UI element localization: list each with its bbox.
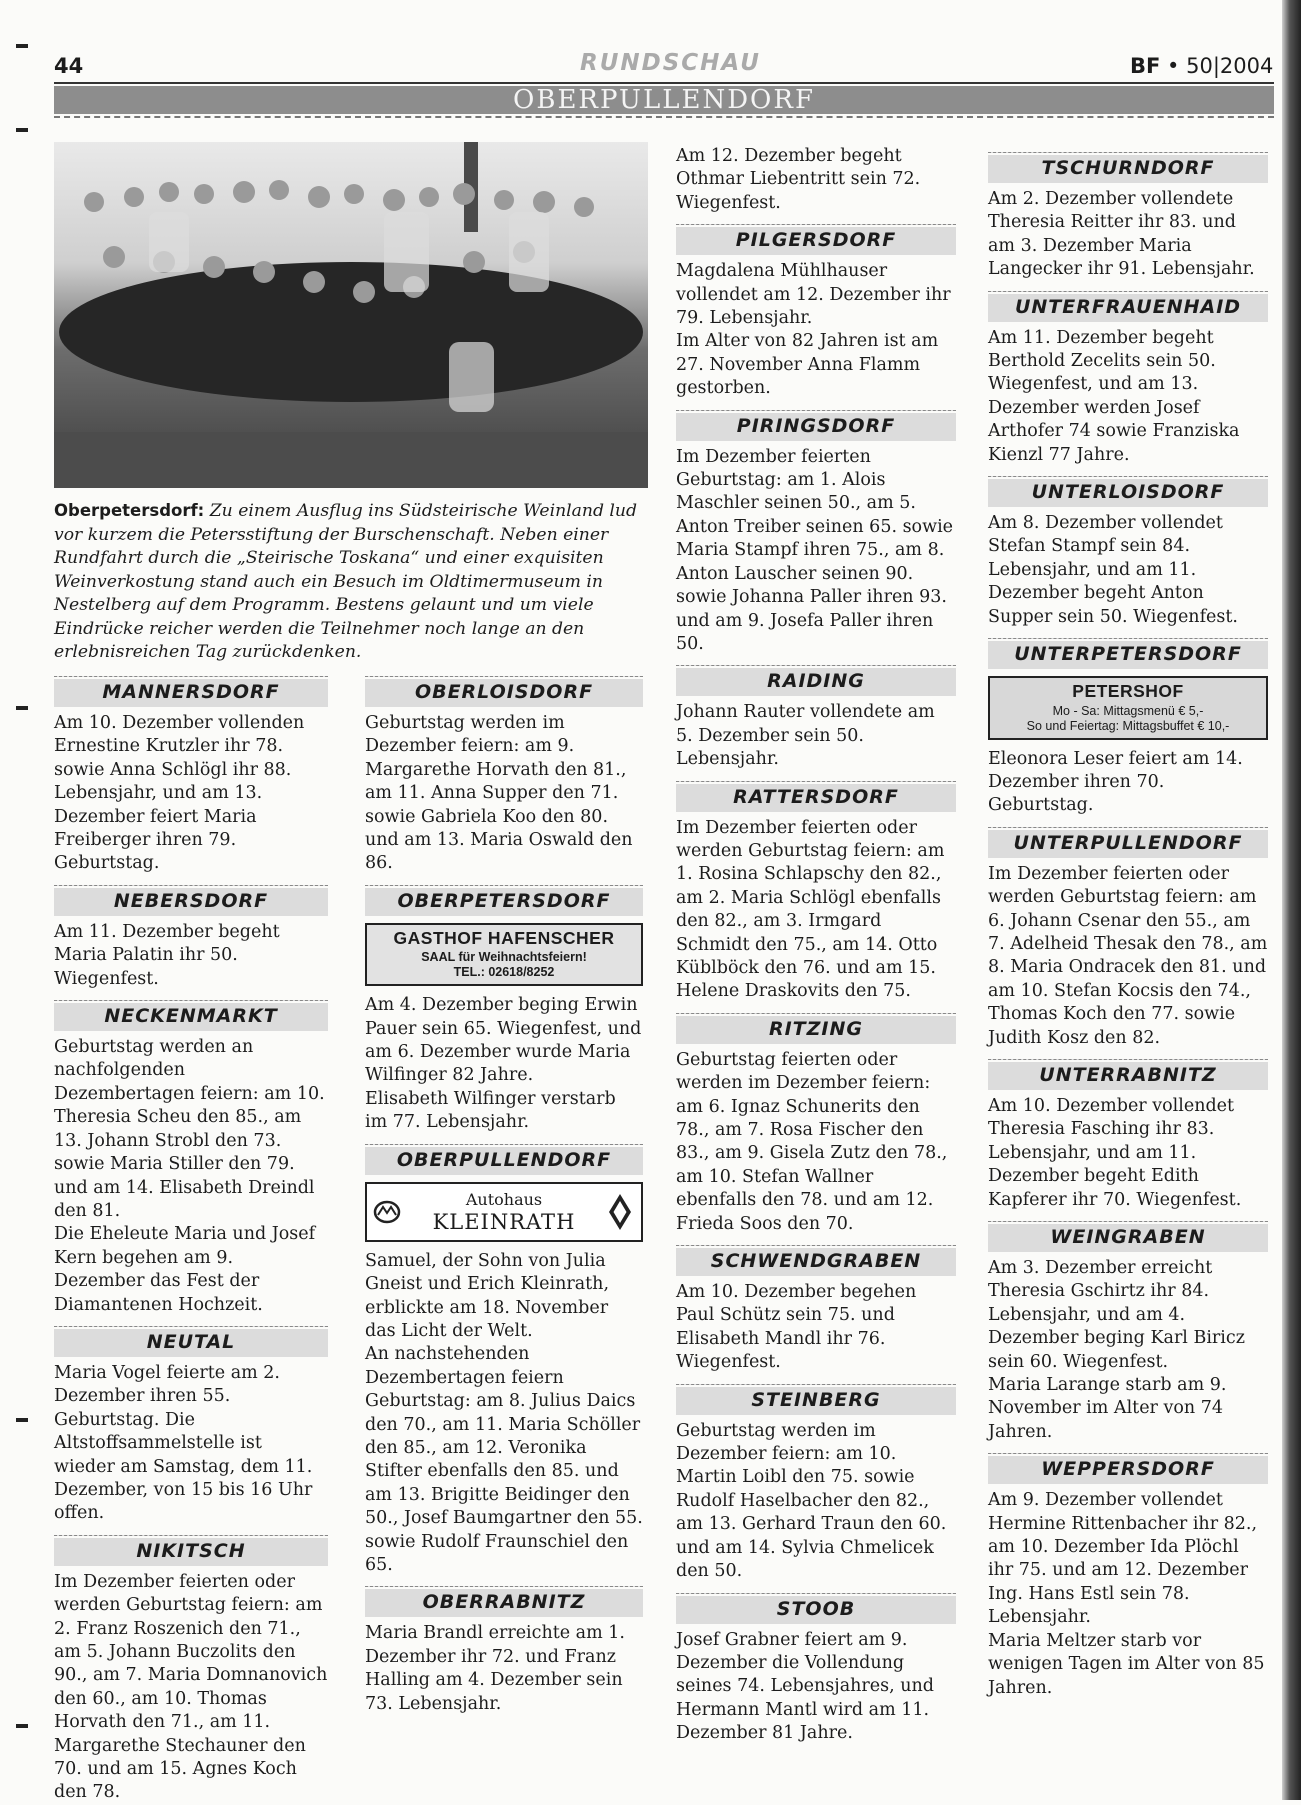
article-schwendgraben: Am 10. Dezember begehen Paul Schütz sein 75. und Elisabeth Mandl ihr 76. Wiegenfest. (676, 1282, 917, 1373)
heading-unterrabnitz: UNTERRABNITZ (988, 1059, 1268, 1090)
binding-hole-mark (16, 1418, 28, 1422)
caption-text: Zu einem Ausflug ins Südsteirische Weinland lud vor kurzem die Petersstiftung der Burschenschaft. Neben einer Rundfahrt durch die „Steirische Toskana“ und einer exquisiten Weinverkostung stand auch ein Besuch im Oldtimermuseum in Nestelberg auf dem Programm. Bestens gelaunt und um viele Eindrücke reicher werden die Teilnehmer noch lange an den erlebnisreichen Tag zurückdenken. (54, 501, 637, 662)
article-weppersdorf-2: Maria Meltzer starb vor wenigen Tagen im Alter von 85 Jahren. (988, 1630, 1265, 1698)
ad-petershof (988, 676, 1268, 739)
issue-number: 50|2004 (1186, 54, 1274, 78)
article-unterpetersdorf: Eleonora Leser feiert am 14. Dezember ihren 70. Geburtstag. (988, 748, 1243, 816)
article-oberpullendorf-2: An nachstehenden Dezembertagen feiern Geburtstag: am 8. Julius Daics den 70., am 11. Maria Schöller den 85., am 12. Veronika Stifter ebenfalls den 85. und am 13. Brigitte Beidinger den 50., Josef Baumgartner den 55. sowie Rudolf Fraunschiel den 65. (365, 1344, 643, 1575)
column-4 (988, 152, 1268, 1700)
heading-oberrabnitz: OBERRABNITZ (365, 1586, 643, 1617)
article-ritzing: Geburtstag feierten oder werden im Dezember feiern: am 6. Ignaz Schunerits den 78., am 7. Rosa Fischer den 83., am 9. Gisela Zutz den 78., am 10. Stefan Wallner ebenfalls den 78. und am 12. Frieda Soos den 70. (676, 1049, 948, 1234)
article-mannersdorf: Am 10. Dezember vollenden Ernestine Krutzler ihr 78. sowie Anna Schlögl ihr 88. Lebensjahr, und am 13. Dezember feiert Maria Freiberger ihren 79. Geburtstag. (54, 713, 305, 874)
heading-ritzing: RITZING (676, 1013, 956, 1044)
article-rattersdorf: Im Dezember feierten oder werden Geburtstag feiern: am 1. Rosina Schlapschy den 82., am 2. Maria Schlögl ebenfalls den 82., am 3. Irmgard Schmidt den 75., am 14. Otto Küblböck den 76. und am 15. Helene Draskovits den 75. (676, 817, 945, 1002)
article-unterrabnitz: Am 10. Dezember vollendet Theresia Fasching ihr 83. Lebensjahr, und am 11. Dezember begeht Edith Kapferer ihr 70. Wiegenfest. (988, 1095, 1242, 1210)
article-piringsdorf: Im Dezember feierten Geburtstag: am 1. Alois Maschler seinen 50., am 5. Anton Treiber seinen 65. sowie Maria Stampf ihren 75., am 8. Anton Lauscher seinen 90. sowie Johanna Paller ihren 93. und am 9. Josefa Paller ihren 50. (676, 446, 954, 654)
article-tschurndorf: Am 2. Dezember vollendete Theresia Reitter ihr 83. und am 3. Dezember Maria Langecker ihr 91. Lebensjahr. (988, 189, 1255, 280)
article-pilgersdorf-2: Im Alter von 82 Jahren ist am 27. November Anna Flamm gestorben. (676, 331, 939, 399)
scan-edge-shadow (1282, 0, 1301, 1800)
heading-raiding: RAIDING (676, 665, 956, 696)
group-photo-image (54, 142, 648, 488)
column-2 (365, 676, 643, 1716)
heading-stoob: STOOB (676, 1593, 956, 1624)
article-nikitsch: Im Dezember feierten oder werden Geburtstag feiern: am 2. Franz Roszenich den 71., am 5. Johann Buczolits den 90., am 7. Maria Domnanovich den 60., am 10. Thomas Horvath den 71., am 11. Margarethe Stechauner den 70. und am 15. Agnes Koch den 78. (54, 1571, 328, 1803)
ad-gasthof-hafenscher (365, 923, 643, 986)
ad-petershof-line2: So und Feiertag: Mittagsbuffet € 10,- (1026, 718, 1230, 733)
ad-gasthof-line1: SAAL für Weihnachtsfeiern! (421, 950, 587, 965)
article-oberpullendorf: Samuel, der Sohn von Julia Gneist und Erich Kleinrath, erblickte am 18. November das Licht der Welt. (365, 1250, 610, 1341)
heading-oberloisdorf: OBERLOISDORF (365, 676, 643, 707)
group-photo (54, 142, 648, 488)
heading-neutal: NEUTAL (54, 1326, 328, 1357)
ad-gasthof-phone: TEL.: 02618/8252 (453, 965, 555, 980)
publication-name: BF (1130, 54, 1161, 78)
article-unterloisdorf: Am 8. Dezember vollendet Stefan Stampf sein 84. Lebensjahr, und am 11. Dezember begeht Anton Supper sein 50. Wiegenfest. (988, 513, 1238, 627)
article-weingraben-2: Maria Larange starb am 9. November im Alter von 74 Jahren. (988, 1375, 1227, 1442)
photo-caption (54, 500, 648, 665)
heading-unterpetersdorf: UNTERPETERSDORF (988, 638, 1268, 669)
header-rule (54, 82, 1274, 84)
article-oberpetersdorf: Am 4. Dezember beging Erwin Pauer sein 65. Wiegenfest, und am 6. Dezember wurde Maria Wilfinger 82 Jahre. (365, 995, 642, 1086)
heading-nebersdorf: NEBERSDORF (54, 885, 328, 916)
section-title: RUNDSCHAU (580, 50, 761, 76)
heading-unterpullendorf: UNTERPULLENDORF (988, 827, 1268, 858)
ad-gasthof-name: GASTHOF HAFENSCHER (393, 927, 615, 948)
article-oberrabnitz: Maria Brandl erreichte am 1. Dezember ihr 72. und Franz Halling am 4. Dezember sein 73. Lebensjahr. (365, 1623, 625, 1714)
page-number: 44 (54, 54, 84, 78)
article-oberloisdorf: Geburtstag werden im Dezember feiern: am 9. Margarethe Horvath den 81., am 11. Anna Supper den 71. sowie Gabriela Koo den 80. und am 13. Maria Oswald den 86. (365, 713, 633, 874)
heading-tschurndorf: TSCHURNDORF (988, 152, 1268, 183)
column-1 (54, 676, 328, 1805)
heading-schwendgraben: SCHWENDGRABEN (676, 1245, 956, 1276)
heading-unterfrauenhaid: UNTERFRAUENHAID (988, 291, 1268, 322)
banner-dashed-rule (54, 116, 1274, 118)
renault-logo-icon (607, 1192, 633, 1232)
article-neckenmarkt: Geburtstag werden an nachfolgenden Dezembertagen feiern: am 10. Theresia Scheu den 85., am 13. Johann Strobl den 73. sowie Maria Stiller den 79. und am 14. Elisabeth Dreindl den 81. (54, 1037, 325, 1221)
issue-info (1130, 54, 1273, 78)
article-nebersdorf: Am 11. Dezember begeht Maria Palatin ihr 50. Wiegenfest. (54, 921, 280, 989)
heading-neckenmarkt: NECKENMARKT (54, 1000, 328, 1031)
heading-oberpetersdorf: OBERPETERSDORF (365, 885, 643, 916)
article-steinberg: Geburtstag werden im Dezember feiern: am 10. Martin Loibl den 75. sowie Rudolf Haselbacher den 82., am 13. Gerhard Traun den 60. und am 14. Sylvia Chmelicek den 50. (676, 1420, 947, 1582)
ad-autohaus-kleinrath (365, 1182, 643, 1242)
heading-rattersdorf: RATTERSDORF (676, 781, 956, 812)
heading-piringsdorf: PIRINGSDORF (676, 410, 956, 441)
binding-hole-mark (16, 1724, 28, 1728)
ad-petershof-line1: Mo - Sa: Mittagsmenü € 5,- (1052, 703, 1204, 718)
article-neutal: Maria Vogel feierte am 2. Dezember ihren 55. Geburtstag. Die Altstoffsammelstelle ist wieder am Samstag, dem 11. Dezember, von 15 bis 16 Uhr offen. (54, 1362, 313, 1524)
binding-hole-mark (16, 128, 28, 132)
heading-unterloisdorf: UNTERLOISDORF (988, 476, 1268, 507)
heading-weingraben: WEINGRABEN (988, 1221, 1268, 1252)
ad-petershof-name: PETERSHOF (1072, 681, 1184, 702)
article-unterpullendorf: Im Dezember feierten oder werden Geburtstag feiern: am 6. Johann Csenar den 55., am 7. Adelheid Thesak den 78., am 8. Maria Ondracek den 81. und am 10. Stefan Kocsis den 74., Thomas Koch den 77. sowie Judith Kosz den 82. (988, 863, 1268, 1048)
article-unterfrauenhaid: Am 11. Dezember begeht Berthold Zecelits sein 50. Wiegenfest, und am 13. Dezember werden Josef Arthofer 74 sowie Franziska Kienzl 77 Jahre. (988, 327, 1240, 465)
heading-weppersdorf: WEPPERSDORF (988, 1453, 1268, 1484)
caption-location: Oberpetersdorf: (54, 501, 205, 520)
heading-steinberg: STEINBERG (676, 1384, 956, 1415)
region-banner: OBERPULLENDORF (54, 86, 1274, 114)
article-oberrabnitz-continued: Am 12. Dezember begeht Othmar Liebentritt sein 72. Wiegenfest. (676, 146, 921, 213)
column-3 (676, 145, 956, 1746)
binding-hole-mark (16, 706, 28, 710)
ad-autohaus-label: Autohaus (465, 1189, 543, 1209)
issue-separator: • (1167, 54, 1180, 78)
article-raiding: Johann Rauter vollendete am 5. Dezember sein 50. Lebensjahr. (676, 702, 935, 770)
article-neckenmarkt-2: Die Eheleute Maria und Josef Kern begehen am 9. Dezember das Fest der Diamantenen Hochzeit. (54, 1224, 316, 1315)
ad-autohaus-name: KLEINRATH (432, 1209, 576, 1234)
heading-oberpullendorf: OBERPULLENDORF (365, 1144, 643, 1175)
heading-nikitsch: NIKITSCH (54, 1535, 328, 1566)
binding-hole-mark (16, 44, 28, 48)
article-oberpetersdorf-2: Elisabeth Wilfinger verstarb im 77. Lebensjahr. (365, 1088, 616, 1133)
article-weingraben: Am 3. Dezember erreicht Theresia Gschirtz ihr 84. Lebensjahr, und am 4. Dezember beging Karl Biricz sein 60. Wiegenfest. (988, 1258, 1245, 1372)
article-stoob: Josef Grabner feiert am 9. Dezember die Vollendung seines 74. Lebensjahres, und Hermann Mantl wird am 11. Dezember 81 Jahre. (676, 1629, 934, 1744)
article-pilgersdorf: Magdalena Mühlhauser vollendet am 12. Dezember ihr 79. Lebensjahr. (676, 261, 951, 329)
heading-mannersdorf: MANNERSDORF (54, 676, 328, 707)
heading-pilgersdorf: PILGERSDORF (676, 224, 956, 255)
article-weppersdorf: Am 9. Dezember vollendet Hermine Rittenbacher ihr 82., am 10. Dezember Ida Plöchl ihr 75. und am 12. Dezember Ing. Hans Estl sein 78. Lebensjahr. (988, 1490, 1258, 1628)
